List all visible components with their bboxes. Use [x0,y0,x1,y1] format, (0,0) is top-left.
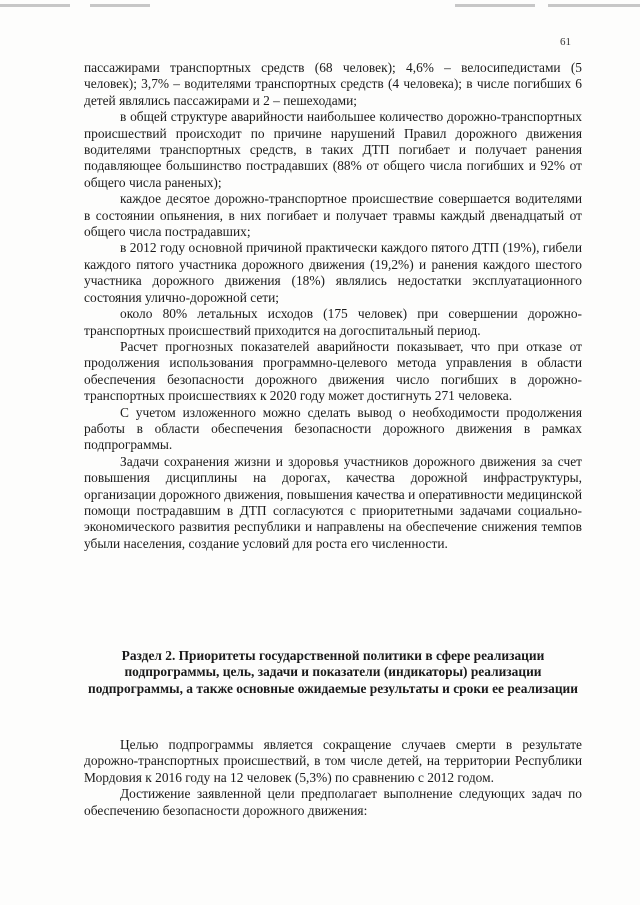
body-text [84,60,582,552]
paragraph: пассажирами транспортных средств (68 человек); 4,6% – велосипедистами (5 человек); 3,7% – водителями транспортных средств (4 человека); в числе погибших 6 детей являлись пассажирами и 2 – пешеходами; [84,60,582,108]
paragraph: Целью подпрограммы является сокращение случаев смерти в результате дорожно-транспортных происшествий, в том числе детей, на территории Республики Мордовия к 2016 году на 12 человек (5,3%) по сравнению с 2012 годом. [84,737,582,785]
scan-artifact [90,4,150,7]
body-text-after [84,737,582,819]
paragraph: Задачи сохранения жизни и здоровья участников дорожного движения за счет повышения дисциплины на дорогах, качества дорожной инфраструктуры, организации дорожного движения, повышения качества и оперативности медицинской помощи пострадавшим в ДТП согласуются с приоритетными задачами социально-экономического развития республики и направлены на обеспечение снижения темпов убыли населения, создание условий для роста его численности. [84,453,582,551]
paragraph: С учетом изложенного можно сделать вывод о необходимости продолжения работы в области обеспечения безопасности дорожного движения в рамках подпрограммы. [84,404,582,453]
paragraph: в общей структуре аварийности наибольшее количество дорожно-транспортных происшествий происходит по причине нарушений Правил дорожного движения водителями транспортных средств, в таких ДТП погибает и получает ранения подавляющее большинство пострадавших (88% от общего числа погибших и 92% от общего числа раненых); [84,109,582,190]
paragraph: Достижение заявленной цели предполагает выполнение следующих задач по обеспечению безопасности дорожного движения: [84,786,582,818]
page-number: 61 [560,36,571,48]
paragraph: в 2012 году основной причиной практически каждого пятого ДТП (19%), гибели каждого пятого участника дорожного движения (19,2%) и ранения каждого шестого участника дорожного движения (18%) являлись недостатки эксплуатационного состояния улично-дорожной сети; [84,240,582,305]
paragraph: около 80% летальных исходов (175 человек) при совершении дорожно-транспортных происшествий приходится на догоспитальный период. [84,306,582,338]
paragraph: Расчет прогнозных показателей аварийности показывает, что при отказе от продолжения использования программно-целевого метода управления в области обеспечения безопасности дорожного движения число погибших в дорожно-транспортных происшествиях к 2020 году может достигнуть 271 человека. [84,338,582,404]
scan-artifact [0,4,70,7]
scan-artifact [455,4,535,7]
paragraph: каждое десятое дорожно-транспортное происшествие совершается водителями в состоянии опьянения, в них погибает и получает травмы каждый двенадцатый от общего числа пострадавших; [84,191,582,240]
scan-artifact [548,4,640,7]
section-heading: Раздел 2. Приоритеты государственной политики в сфере реализации подпрограммы, цель, задачи и показатели (индикаторы) реализации подпрограммы, а также основные ожидаемые результаты и сроки ее реализации [88,648,578,696]
